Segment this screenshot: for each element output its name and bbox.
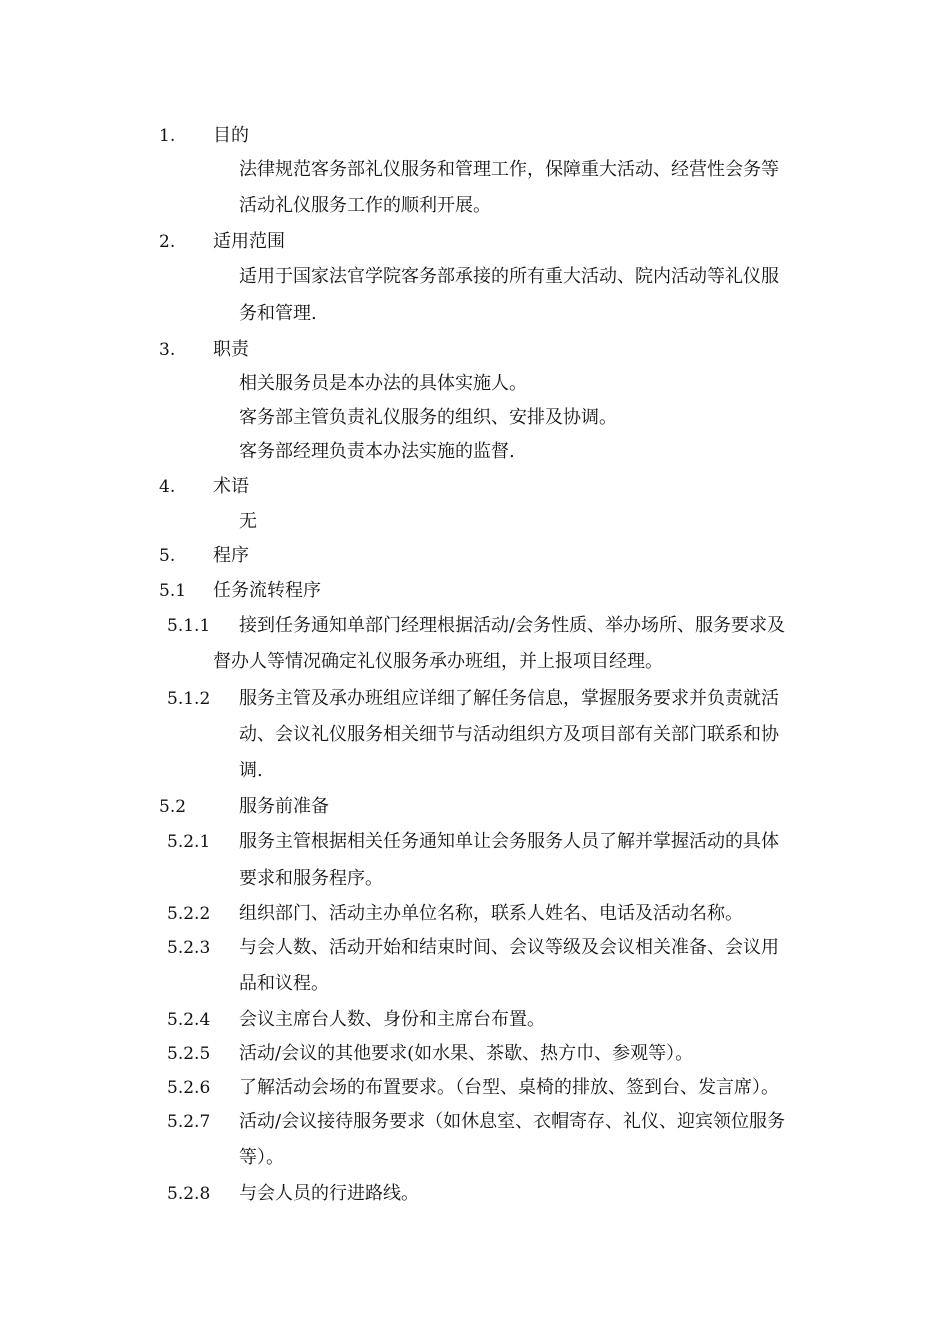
paragraph-line: 活动/会议的其他要求(如水果、茶歇、热方巾、参观等）。 (239, 1043, 694, 1064)
section-1-text (0, 189, 950, 223)
section-number: 5. (159, 546, 176, 566)
paragraph-line: 动、会议礼仪服务相关细节与活动组织方及项目部有关部门联系和协 (239, 724, 779, 745)
section-number: 2. (159, 232, 176, 252)
section-title: 适用范围 (213, 231, 285, 252)
clause-number: 5.2.2 (167, 904, 211, 924)
clause-number: 5.2.1 (167, 832, 211, 852)
clause-5-2-7 (0, 1105, 950, 1139)
section-3-text (0, 367, 950, 401)
section-title: 目的 (213, 125, 249, 146)
clause-number: 5.1.1 (167, 616, 211, 636)
clause-5-2-3-text (0, 967, 950, 1001)
paragraph-line: 组织部门、活动主办单位名称，联系人姓名、电话及活动名称。 (239, 903, 743, 924)
section-1-heading (0, 119, 950, 153)
paragraph-line: 与会人数、活动开始和结束时间、会议等级及会议相关准备、会议用 (239, 937, 779, 958)
paragraph-line: 服务主管根据相关任务通知单让会务服务人员了解并掌握活动的具体 (239, 831, 779, 852)
paragraph-line: 务和管理. (239, 303, 317, 324)
clause-5-1-1-text (0, 645, 950, 679)
section-4-text (0, 505, 950, 539)
paragraph-line: 等）。 (239, 1147, 284, 1168)
clause-number: 5.2.3 (167, 938, 211, 958)
section-title: 职责 (213, 339, 249, 360)
clause-5-1-1 (0, 609, 950, 643)
section-3-text (0, 435, 950, 469)
paragraph-line: 适用于国家法官学院客务部承接的所有重大活动、院内活动等礼仪服 (239, 266, 779, 287)
paragraph-line: 客务部主管负责礼仪服务的组织、安排及协调。 (239, 407, 617, 428)
clause-number: 5.2.5 (167, 1044, 211, 1064)
section-3-heading (0, 333, 950, 367)
paragraph-line: 活动/会议接待服务要求（如休息室、衣帽寄存、礼仪、迎宾领位服务 (239, 1111, 786, 1132)
clause-5-1-2 (0, 682, 950, 716)
paragraph-line: 要求和服务程序。 (239, 868, 383, 889)
section-number: 4. (159, 477, 176, 497)
clause-5-2-5 (0, 1037, 950, 1071)
clause-number: 5.2.6 (167, 1078, 211, 1098)
paragraph-line: 了解活动会场的布置要求。（台型、桌椅的排放、签到台、发言席）。 (239, 1077, 779, 1098)
section-1-text (0, 153, 950, 187)
section-number: 5.2 (159, 797, 187, 817)
section-5-1-heading (0, 574, 950, 608)
clause-5-2-8 (0, 1177, 950, 1211)
clause-number: 5.1.2 (167, 689, 211, 709)
section-3-text (0, 401, 950, 435)
section-title: 服务前准备 (239, 796, 329, 817)
paragraph-line: 活动礼仪服务工作的顺利开展。 (239, 195, 491, 216)
clause-number: 5.2.8 (167, 1184, 211, 1204)
section-number: 3. (159, 340, 176, 360)
section-5-heading (0, 539, 950, 573)
paragraph-line: 客务部经理负责本办法实施的监督. (239, 441, 515, 462)
clause-5-2-1 (0, 825, 950, 859)
clause-5-1-2-text (0, 754, 950, 788)
clause-5-2-4 (0, 1003, 950, 1037)
paragraph-line: 与会人员的行进路线。 (239, 1183, 419, 1204)
section-number: 5.1 (159, 581, 187, 601)
clause-5-2-2 (0, 897, 950, 931)
paragraph-line: 相关服务员是本办法的具体实施人。 (239, 373, 527, 394)
paragraph-line: 无 (239, 511, 257, 532)
paragraph-line: 调. (239, 760, 263, 781)
paragraph-line: 品和议程。 (239, 973, 329, 994)
clause-number: 5.2.4 (167, 1010, 211, 1030)
section-2-text (0, 297, 950, 331)
clause-number: 5.2.7 (167, 1112, 211, 1132)
section-title: 程序 (213, 545, 249, 566)
clause-5-2-1-text (0, 862, 950, 896)
clause-5-2-6 (0, 1071, 950, 1105)
clause-5-2-7-text (0, 1141, 950, 1175)
section-title: 任务流转程序 (213, 580, 321, 601)
paragraph-line: 接到任务通知单部门经理根据活动/会务性质、举办场所、服务要求及 (239, 615, 786, 636)
paragraph-line: 会议主席台人数、身份和主席台布置。 (239, 1009, 545, 1030)
paragraph-line: 督办人等情况确定礼仪服务承办班组，并上报项目经理。 (213, 651, 663, 672)
paragraph-line: 服务主管及承办班组应详细了解任务信息，掌握服务要求并负责就活 (239, 688, 779, 709)
clause-5-1-2-text (0, 718, 950, 752)
section-title: 术语 (213, 476, 249, 497)
clause-5-2-3 (0, 931, 950, 965)
section-5-2-heading (0, 790, 950, 824)
paragraph-line: 法律规范客务部礼仪服务和管理工作，保障重大活动、经营性会务等 (239, 159, 779, 180)
section-2-heading (0, 225, 950, 259)
section-number: 1. (159, 126, 176, 146)
section-4-heading (0, 470, 950, 504)
section-2-text (0, 260, 950, 294)
